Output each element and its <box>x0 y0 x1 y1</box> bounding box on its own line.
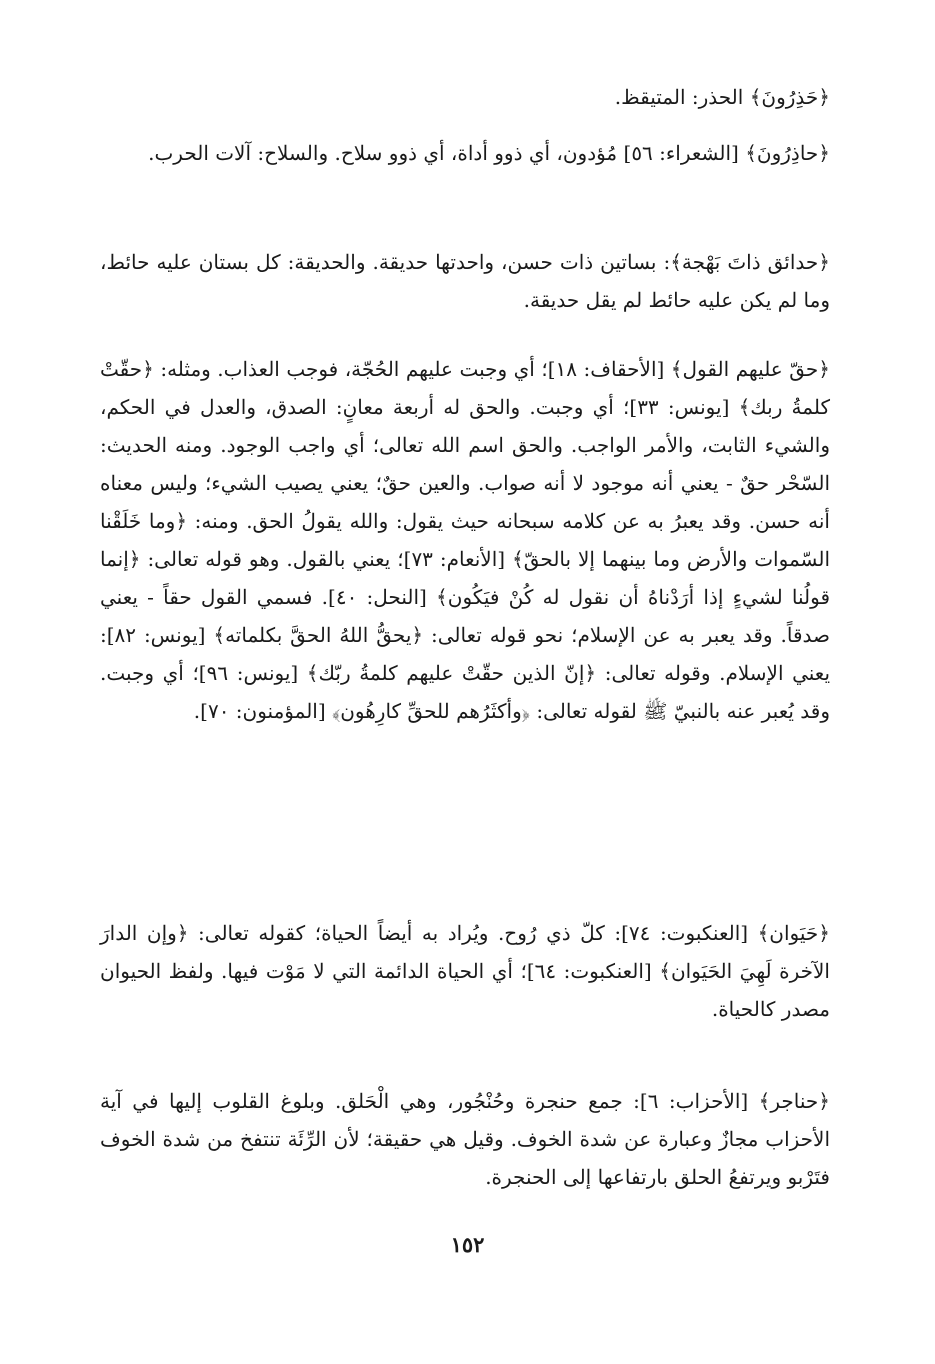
entry-text: ﴿حَذِرُونَ﴾ الحذر: المتيقظ. <box>614 85 830 109</box>
entry-text: ﴿حاذِرُونَ﴾ [الشعراء: ٥٦] مُؤدون، أي ذوو أداة، أي ذوو سلاح. والسلاح: آلات الحرب. <box>148 141 830 165</box>
entry-hanajir <box>100 1082 830 1196</box>
entry-hayawan <box>100 914 830 1028</box>
entry-text: ﴿حقّ عليهم القول﴾ [الأحقاف: ١٨]؛ أي وجبت عليهم الحُجّة، فوجب العذاب. ومثله: ﴿حقّتْ كلمةُ ربك﴾ [يونس: ٣٣]؛ أي وجبت. والحق له أربعة معانٍ: الصدق، والعدل في الحكم، والشيء الثابت، والأمر الواجب. والحق اسم الله تعالى؛ أي واجب الوجود. ومنه الحديث: السّحْر حقٌ - يعني أنه موجود لا أنه صواب. والعين حقٌ؛ يعني يصيب الشيء؛ وليس معناه أنه حسن. وقد يعبرُ به عن كلامه سبحانه حيث يقول: والله يقولُ الحق. ومنه: ﴿وما خَلَقْنا السّموات والأرض وما بينهما إلا بالحقّ﴾ [الأنعام: ٧٣]؛ يعني بالقول. وهو قوله تعالى: ﴿إنما قولُنا لشيءٍ إذا أرَدْناهُ أن نقول له كُنْ فيَكُون﴾ [النحل: ٤٠]. فسمي القول حقاً - يعني صدقاً. وقد يعبر به عن الإسلام؛ نحو قوله تعالى: ﴿يحقُّ اللهُ الحقَّ بكلماته﴾ [يونس: ٨٢]: يعني الإسلام. وقوله تعالى: ﴿إنّ الذين حقّتْ عليهم كلمةُ ربّك﴾ [يونس: ٩٦]؛ أي وجبت. وقد يُعبر عنه بالنبيّ ﷺ لقوله تعالى: ﴿وأكثَرُهم للحقِّ كارِهُون﴾ [المؤمنون: ٧٠]. <box>100 357 831 723</box>
entry-hadhirun-armed <box>100 134 830 172</box>
entry-hadaiq <box>100 243 830 319</box>
page-number: ١٥٢ <box>450 1232 485 1257</box>
entry-hadhirun <box>100 78 830 116</box>
entry-haqq <box>100 350 830 730</box>
entry-text: ﴿حناجر﴾ [الأحزاب: ٦]: جمع حنجرة وحُنْجُور، وهي الْحَلق. وبلوغ القلوب إليها في آية الأحزاب مجازٌ وعبارة عن شدة الخوف. وقيل هي حقيقة؛ لأن الرِّئَة تنتفخ من شدة الخوف فتَرْبو ويرتفعُ الحلق بارتفاعها إلى الحنجرة. <box>100 1089 830 1189</box>
entry-text: ﴿حَيَوان﴾ [العنكبوت: ٧٤]: كلّ ذي رُوح. ويُراد به أيضاً الحياة؛ كقوله تعالى: ﴿وإن الدارَ الآخرة لَهِيَ الحَيَوان﴾ [العنكبوت: ٦٤]؛ أي الحياة الدائمة التي لا مَوْت فيها. ولفظ الحيوان مصدر كالحياة. <box>100 921 831 1021</box>
entry-text: ﴿حدائق ذاتَ بَهْجة﴾: بساتين ذات حسن، واحدتها حديقة. والحديقة: كل بستان عليه حائط، وما لم يكن عليه حائط لم يقل حديقة. <box>100 250 830 312</box>
